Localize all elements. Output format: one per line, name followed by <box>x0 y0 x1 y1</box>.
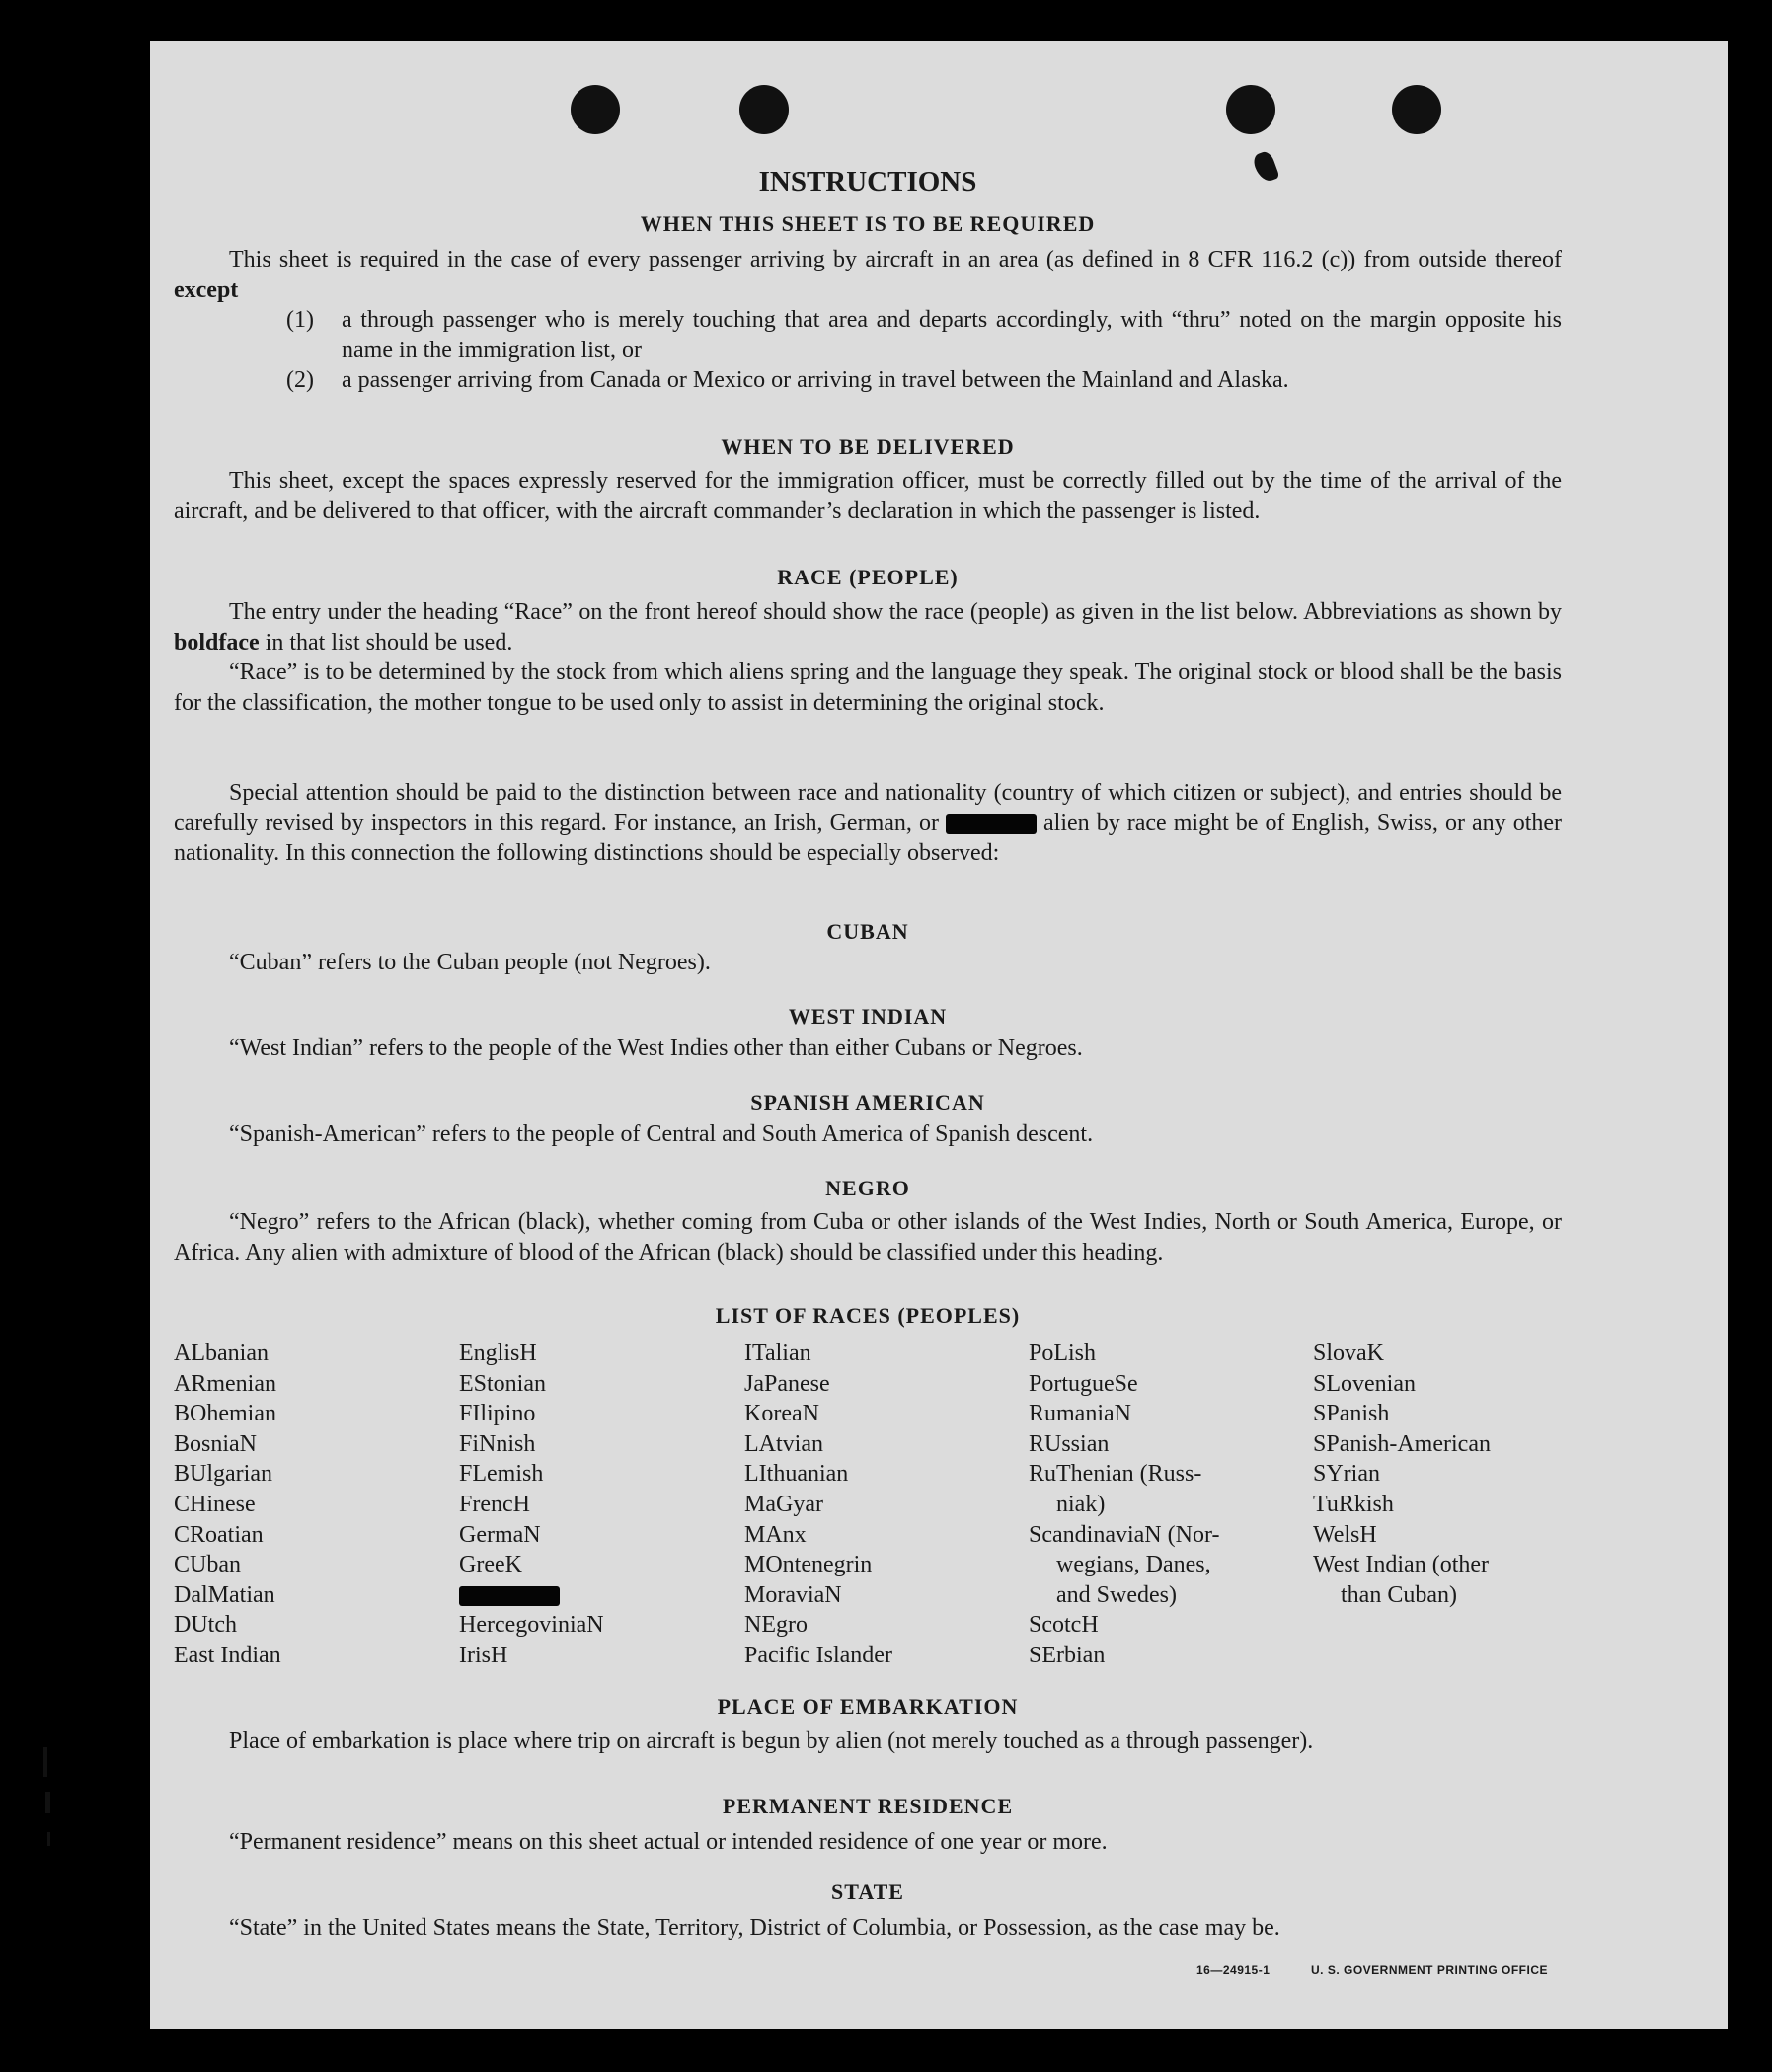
race-list-entry: RumaniaN <box>1029 1401 1131 1427</box>
race-list-entry: ARmenian <box>174 1370 276 1397</box>
race-list-entry: MoraviaN <box>744 1581 842 1608</box>
race-paragraph-2: “Race” is to be determined by the stock from which aliens spring and the language they speak. The original stock or blood shall be the basis for the classification, the mother tongue to be used only to assist in determining the original stock. <box>174 659 1562 716</box>
cuban-text: “Cuban” refers to the Cuban people (not Negroes). <box>229 950 711 975</box>
residence-text: “Permanent residence” means on this sheet actual or intended residence of one year or more. <box>229 1829 1108 1855</box>
heading-cuban: CUBAN <box>826 919 909 944</box>
exception-item-2: (2) a passenger arriving from Canada or Mexico or arriving in travel between the Mainland and Alaska. <box>286 367 1289 393</box>
punch-hole <box>571 85 620 134</box>
race-paragraph-1: The entry under the heading “Race” on the front hereof should show the race (people) as given in the list below. Abbreviations as shown by boldface in that list should be used. <box>174 599 1562 655</box>
race-list-entry: SPanish <box>1313 1401 1390 1427</box>
heading-negro: NEGRO <box>825 1176 910 1200</box>
heading-spanish-american: SPANISH AMERICAN <box>750 1090 985 1114</box>
heading-embarkation: PLACE OF EMBARKATION <box>717 1694 1019 1719</box>
race-list-entry: LIthuanian <box>744 1461 849 1488</box>
race-list-entry: DalMatian <box>174 1581 275 1608</box>
race-list-entry: DUtch <box>174 1612 237 1639</box>
race-list-entry: Pacific Islander <box>744 1642 892 1668</box>
race-list-entry: East Indian <box>174 1642 281 1668</box>
required-intro: This sheet is required in the case of every passenger arriving by aircraft in an area (as defined in 8 CFR 116.2 (c)) from outside thereof except <box>174 247 1562 303</box>
race-list-entry: FrencH <box>459 1491 530 1517</box>
race-list-entry: KoreaN <box>744 1401 819 1427</box>
embarkation-text: Place of embarkation is place where trip on aircraft is begun by alien (not merely touched as a through passenger). <box>229 1728 1314 1754</box>
redacted-entry <box>459 1580 604 1611</box>
document-sheet <box>150 41 1728 2029</box>
race-list-entry-continued: wegians, Danes, <box>1056 1552 1211 1578</box>
race-list-entry: FLemish <box>459 1461 544 1488</box>
west-indian-text: “West Indian” refers to the people of the West Indies other than either Cubans or Negroes. <box>229 1036 1083 1061</box>
punch-hole <box>1226 85 1275 134</box>
race-list-column-4 <box>1029 1339 1219 1671</box>
race-list-entry: GermaN <box>459 1521 541 1548</box>
race-list-entry: MAnx <box>744 1521 807 1548</box>
redaction-mark <box>459 1586 560 1606</box>
race-list-entry: FiNnish <box>459 1430 536 1457</box>
race-list-entry: BUlgarian <box>174 1461 272 1488</box>
race-list-entry: CHinese <box>174 1491 256 1517</box>
race-list-entry: WelsH <box>1313 1521 1377 1548</box>
heading-race: RACE (PEOPLE) <box>777 565 959 589</box>
race-list-entry: NEgro <box>744 1612 808 1639</box>
spanish-american-text: “Spanish-American” refers to the people of Central and South America of Spanish descent. <box>229 1121 1094 1147</box>
race-list-entry: SYrian <box>1313 1461 1380 1488</box>
heading-west-indian: WEST INDIAN <box>788 1004 948 1029</box>
race-list-entry: TuRkish <box>1313 1491 1394 1517</box>
race-list-column-5 <box>1313 1339 1491 1610</box>
race-list-entry: GreeK <box>459 1552 522 1578</box>
race-list-entry: BosniaN <box>174 1430 257 1457</box>
negro-text: “Negro” refers to the African (black), whether coming from Cuba or other islands of the West Indies, North or South America, Europe, or Africa. Any alien with admixture of blood of the African (black) should be classified under this heading. <box>174 1209 1562 1266</box>
race-list-entry: FIlipino <box>459 1401 536 1427</box>
race-list-entry: RUssian <box>1029 1430 1110 1457</box>
race-list-entry: JaPanese <box>744 1370 830 1397</box>
heading-state: STATE <box>831 1880 904 1904</box>
delivered-text: This sheet, except the spaces expressly reserved for the immigration officer, must be correctly filled out by the time of the arrival of the aircraft, and be delivered to that officer, with the aircraft commander’s declaration in which the passenger is listed. <box>174 468 1562 524</box>
scan-artifact <box>45 1792 50 1813</box>
race-list-entry: ALbanian <box>174 1341 269 1366</box>
punch-hole <box>739 85 789 134</box>
race-list-entry: West Indian (other <box>1313 1552 1490 1578</box>
race-list-column-1 <box>174 1339 281 1671</box>
race-list-entry: SErbian <box>1029 1642 1106 1668</box>
race-list-entry: EnglisH <box>459 1341 537 1366</box>
page-title: INSTRUCTIONS <box>758 166 977 197</box>
race-list-entry: CRoatian <box>174 1521 264 1548</box>
redaction-mark <box>946 814 1037 834</box>
race-list-entry-continued: than Cuban) <box>1341 1581 1457 1608</box>
race-list-column-2 <box>459 1339 604 1671</box>
race-list-entry: PortugueSe <box>1029 1370 1138 1397</box>
race-list-entry: MaGyar <box>744 1491 823 1517</box>
race-list-entry: BOhemian <box>174 1401 276 1427</box>
punch-hole <box>1392 85 1441 134</box>
race-list-entry-continued: and Swedes) <box>1056 1581 1177 1608</box>
race-list-entry: SPanish-American <box>1313 1430 1491 1457</box>
scan-artifact <box>47 1832 50 1846</box>
race-list-entry: LAtvian <box>744 1430 823 1457</box>
race-list-entry: ITalian <box>744 1341 811 1366</box>
exception-item-1: (1) a through passenger who is merely touching that area and departs accordingly, with “thru” noted on the margin opposite his name in the immigration list, or <box>286 307 1562 363</box>
race-list-entry: RuThenian (Russ- <box>1029 1461 1202 1488</box>
heading-list-of-races: LIST OF RACES (PEOPLES) <box>715 1303 1021 1328</box>
scan-artifact <box>43 1747 47 1777</box>
race-list-entry: CUban <box>174 1552 241 1578</box>
race-list-entry: PoLish <box>1029 1341 1097 1366</box>
race-list-entry-continued: niak) <box>1056 1491 1106 1517</box>
race-list-entry: ScotcH <box>1029 1612 1099 1639</box>
race-list-entry: EStonian <box>459 1370 546 1397</box>
race-list-entry: MOntenegrin <box>744 1552 873 1578</box>
race-list-entry: HercegoviniaN <box>459 1612 604 1639</box>
form-number: 16—24915-1 <box>1196 1963 1271 1977</box>
race-list-column-3 <box>744 1339 892 1671</box>
heading-required: WHEN THIS SHEET IS TO BE REQUIRED <box>640 211 1096 236</box>
heading-delivered: WHEN TO BE DELIVERED <box>721 434 1015 459</box>
race-paragraph-3: Special attention should be paid to the distinction between race and nationality (country of which citizen or subject), and entries should be carefully revised by inspectors in this regard. For instance, an Irish, German, or alien by race might be of English, Swiss, or any other nationality. In this connection the following distinctions should be especially observed: <box>174 780 1563 866</box>
race-list-entry: SLovenian <box>1313 1370 1416 1397</box>
heading-permanent-residence: PERMANENT RESIDENCE <box>722 1794 1014 1818</box>
race-list-entry: IrisH <box>459 1642 508 1668</box>
state-text: “State” in the United States means the State, Territory, District of Columbia, or Possession, as the case may be. <box>229 1915 1280 1941</box>
race-list-entry: ScandinaviaN (Nor- <box>1029 1521 1220 1548</box>
printer-imprint: U. S. GOVERNMENT PRINTING OFFICE <box>1311 1963 1549 1977</box>
race-list-entry: SlovaK <box>1313 1341 1384 1366</box>
